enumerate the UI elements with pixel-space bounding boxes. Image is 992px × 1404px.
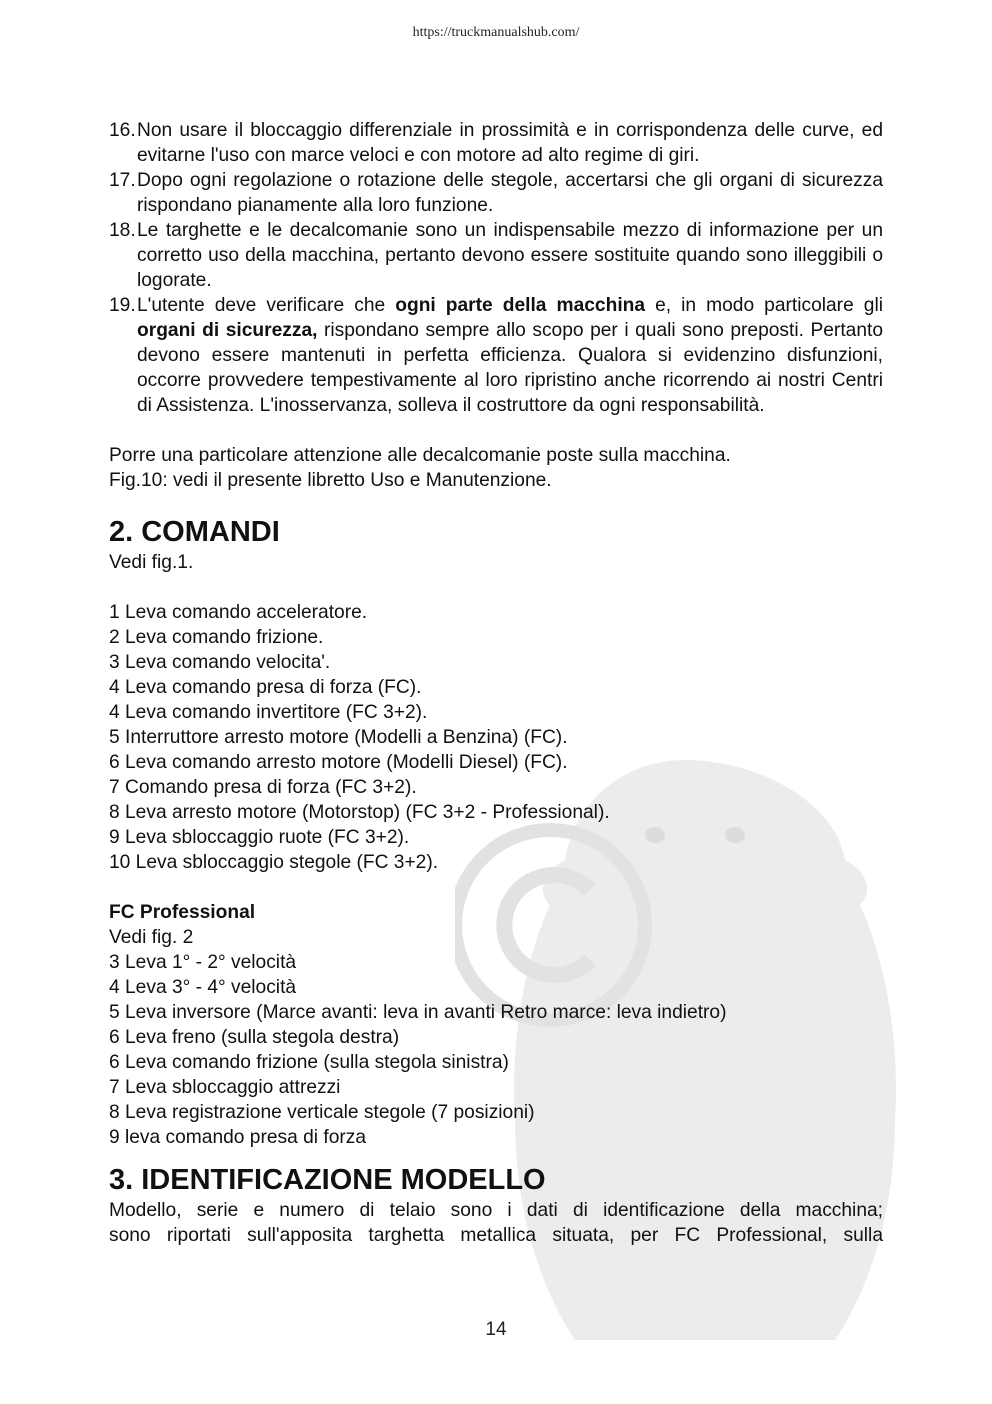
professional-list (109, 950, 883, 1150)
figure-reference: Vedi fig.1. (109, 552, 194, 573)
list-item: 5 Leva inversore (Marce avanti: leva in avanti Retro marce: leva indietro) (109, 1002, 727, 1023)
list-item: 7 Comando presa di forza (FC 3+2). (109, 777, 417, 798)
list-item: 3 Leva 1° - 2° velocità (109, 952, 297, 973)
list-item: 3 Leva comando velocita'. (109, 652, 331, 673)
list-item: 16.Non usare il bloccaggio differenziale in prossimità e in corrispondenza delle curve, ed evitarne l'uso con marce veloci e con motore ad alto regime di giri. (109, 120, 883, 166)
list-item: 10 Leva sbloccaggio stegole (FC 3+2). (109, 852, 439, 873)
list-item: 17.Dopo ogni regolazione o rotazione delle stegole, accertarsi che gli organi di sicurezza rispondano pianamente alla loro funzione. (109, 170, 883, 216)
page-number: 14 (485, 1319, 507, 1340)
list-item: 4 Leva 3° - 4° velocità (109, 977, 297, 998)
list-item: 6 Leva comando frizione (sulla stegola sinistra) (109, 1052, 509, 1073)
comandi-list (109, 600, 883, 875)
list-item: 6 Leva comando arresto motore (Modelli Diesel) (FC). (109, 752, 568, 773)
list-item: 6 Leva freno (sulla stegola destra) (109, 1027, 400, 1048)
section-title-identificazione: 3. IDENTIFICAZIONE MODELLO (109, 1164, 546, 1196)
list-item: 4 Leva comando presa di forza (FC). (109, 677, 422, 698)
list-item: 9 Leva sbloccaggio ruote (FC 3+2). (109, 827, 410, 848)
safety-rules-list (109, 118, 883, 418)
list-item: 8 Leva arresto motore (Motorstop) (FC 3+2 - Professional). (109, 802, 610, 823)
list-item: 18.Le targhette e le decalcomanie sono un indispensabile mezzo di informazione per un corretto uso della macchina, pertanto devono essere sostituite quando sono illeggibili o logorate. (109, 220, 883, 291)
figure-reference: Vedi fig. 2 (109, 927, 194, 948)
list-item: 2 Leva comando frizione. (109, 627, 324, 648)
list-item: 19.L'utente deve verificare che ogni parte della macchina e, in modo particolare gli organi di sicurezza, rispondano sempre allo scopo per i quali sono preposti. Pertanto devono essere mantenuti in perfetta efficienza. Qualora si evidenzino disfunzioni, occorre provvedere tempestivamente al loro ripristino anche ricorrendo ai nostri Centri di Assistenza. L'inosservanza, solleva il costruttore da ogni responsabilità. (109, 295, 883, 416)
list-item: 8 Leva registrazione verticale stegole (7 posizioni) (109, 1102, 535, 1123)
subsection-title-fc-professional: FC Professional (109, 902, 256, 923)
list-item: 9 leva comando presa di forza (109, 1127, 367, 1148)
note-paragraph: Fig.10: vedi il presente libretto Uso e Manutenzione. (109, 470, 552, 491)
list-item: 1 Leva comando acceleratore. (109, 602, 368, 623)
section-title-comandi: 2. COMANDI (109, 516, 280, 548)
list-item: 7 Leva sbloccaggio attrezzi (109, 1077, 341, 1098)
list-item: 5 Interruttore arresto motore (Modelli a Benzina) (FC). (109, 727, 568, 748)
note-paragraph: Porre una particolare attenzione alle decalcomanie poste sulla macchina. (109, 445, 731, 466)
page-content (109, 118, 883, 1248)
body-paragraph-line: sono riportati sull'apposita targhetta metallica situata, per FC Professional, sulla (109, 1225, 883, 1246)
header-url: https://truckmanualshub.com/ (412, 25, 580, 40)
list-item: 4 Leva comando invertitore (FC 3+2). (109, 702, 428, 723)
body-paragraph-line: Modello, serie e numero di telaio sono i dati di identificazione della macchina; (109, 1200, 883, 1221)
